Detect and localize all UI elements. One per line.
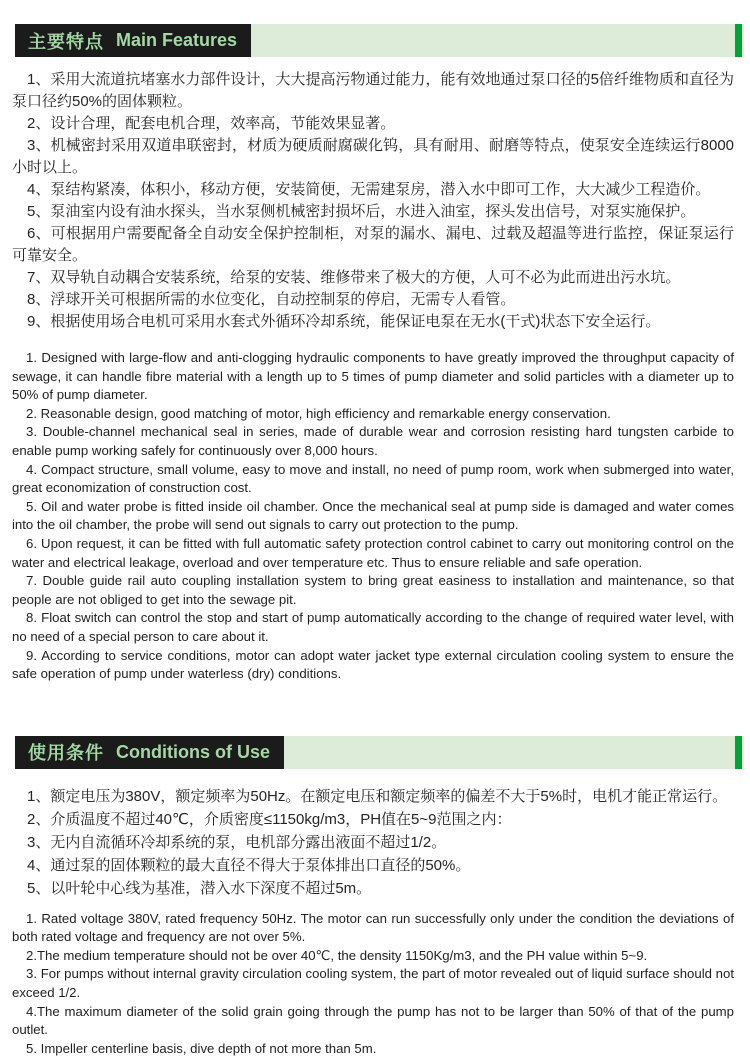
feature-item-en: 3. Double-channel mechanical seal in series, made of durable wear and corrosion resisting hard tungsten carbide to enable pump working safely for continuously over 8,000 hours. xyxy=(12,424,734,458)
condition-item-zh: 5、以叶轮中心线为基准，潜入水下深度不超过5m。 xyxy=(27,879,372,897)
section-main-features xyxy=(0,24,750,684)
feature-item-zh: 7、双导轨自动耦合安装系统，给泵的安装、维修带来了极大的方便，人可不必为此而进出污水坑。 xyxy=(27,269,681,286)
conditions-header-band xyxy=(15,736,744,769)
condition-item-en: 3. For pumps without internal gravity circulation cooling system, the part of motor revealed out of liquid surface should not exceed 1/2. xyxy=(12,966,734,1001)
feature-item-zh: 4、泵结构紧凑，体积小，移动方便，安装简便，无需建泵房，潜入水中即可工作，大大减少工程造价。 xyxy=(27,181,711,198)
main-features-header-band xyxy=(15,24,744,57)
feature-item-en: 4. Compact structure, small volume, easy to move and install, no need of pump room, work when submerged into water, great economization of construction cost. xyxy=(12,461,734,496)
main-features-title-en: Main Features xyxy=(116,30,238,50)
feature-item-zh: 3、机械密封采用双道串联密封，材质为硬质耐腐碳化钨，具有耐用、耐磨等特点，使泵安全连续运行8000小时以上。 xyxy=(12,137,734,176)
feature-item-en: 1. Designed with large-flow and anti-clogging hydraulic components to have greatly improved the throughput capacity of sewage, it can handle fibre material with a length up to 5 times of pump diameter and solid particles with a diameter up to 50% of pump diameter. xyxy=(12,350,734,403)
feature-item-en: 6. Upon request, it can be fitted with full automatic safety protection control cabinet to carry out monitoring control on the water and electrical leakage, overload and over temperature etc. Thus to ensure reliable and safe operation. xyxy=(12,535,734,570)
conditions-content xyxy=(12,785,734,1058)
main-features-header xyxy=(15,24,251,57)
main-features-content xyxy=(12,69,734,684)
conditions-list-en xyxy=(12,910,734,1058)
condition-item-zh: 1、额定电压为380V，额定频率为50Hz。在额定电压和额定频率的偏差不大于5%时，电机才能正常运行。 xyxy=(27,787,728,805)
condition-item-en: 2.The medium temperature should not be over 40℃, the density 1150Kg/m3, and the PH value within 5~9. xyxy=(26,947,648,963)
condition-item-en: 5. Impeller centerline basis, dive depth of not more than 5m. xyxy=(26,1040,377,1056)
feature-item-zh: 2、设计合理，配套电机合理，效率高，节能效果显著。 xyxy=(27,115,396,132)
catalog-page xyxy=(0,24,750,1056)
feature-item-zh: 1、采用大流道抗堵塞水力部件设计，大大提高污物通过能力，能有效地通过泵口径的5倍纤维物质和直径为泵口径约50%的固体颗粒。 xyxy=(12,71,734,110)
main-features-title-zh: 主要特点 xyxy=(28,31,104,52)
main-features-list-en xyxy=(12,349,734,684)
conditions-title-zh: 使用条件 xyxy=(28,743,104,764)
conditions-title-en: Conditions of Use xyxy=(116,741,270,762)
feature-item-zh: 5、泵油室内设有油水探头，当水泵侧机械密封损坏后，水进入油室，探头发出信号，对泵实施保护。 xyxy=(27,203,696,220)
feature-item-en: 7. Double guide rail auto coupling installation system to bring great easiness to installation and maintenance, so that people are not obliged to get into the sewage pit. xyxy=(12,573,734,607)
feature-item-zh: 6、可根据用户需要配备全自动安全保护控制柜，对泵的漏水、漏电、过载及超温等进行监控，保证泵运行可靠安全。 xyxy=(12,225,734,264)
feature-item-en: 9. According to service conditions, motor can adopt water jacket type external circulation cooling system to ensure the safe operation of pump under waterless (dry) conditions. xyxy=(12,647,734,682)
condition-item-zh: 3、无内自流循环冷却系统的泵，电机部分露出液面不超过1/2。 xyxy=(27,833,447,851)
section-conditions-of-use xyxy=(0,736,750,1058)
condition-item-en: 4.The maximum diameter of the solid grain going through the pump has not to be larger than 50% of that of the pump outlet. xyxy=(12,1003,734,1038)
condition-item-zh: 2、介质温度不超过40℃，介质密度≤1150kg/m3，PH值在5~9范围之内： xyxy=(27,810,512,828)
feature-item-en: 5. Oil and water probe is fitted inside oil chamber. Once the mechanical seal at pump side is damaged and water comes into the oil chamber, the probe will send out signals to carry out protection to the pump. xyxy=(12,498,734,533)
feature-item-en: 8. Float switch can control the stop and start of pump automatically according to the change of required water level, with no need of a special person to care about it. xyxy=(12,610,734,644)
conditions-header xyxy=(15,736,284,769)
condition-item-zh: 4、通过泵的固体颗粒的最大直径不得大于泵体排出口直径的50%。 xyxy=(27,856,471,874)
feature-item-zh: 9、根据使用场合电机可采用水套式外循环冷却系统，能保证电泵在无水(干式)状态下安全运行。 xyxy=(27,313,661,330)
conditions-list-zh xyxy=(12,785,734,900)
feature-item-zh: 8、浮球开关可根据所需的水位变化，自动控制泵的停启，无需专人看管。 xyxy=(27,291,516,308)
feature-item-en: 2. Reasonable design, good matching of motor, high efficiency and remarkable energy conservation. xyxy=(26,405,611,421)
condition-item-en: 1. Rated voltage 380V, rated frequency 50Hz. The motor can run successfully only under the condition the deviations of both rated voltage and frequency are not over 5%. xyxy=(12,910,734,945)
main-features-list-zh xyxy=(12,69,734,333)
